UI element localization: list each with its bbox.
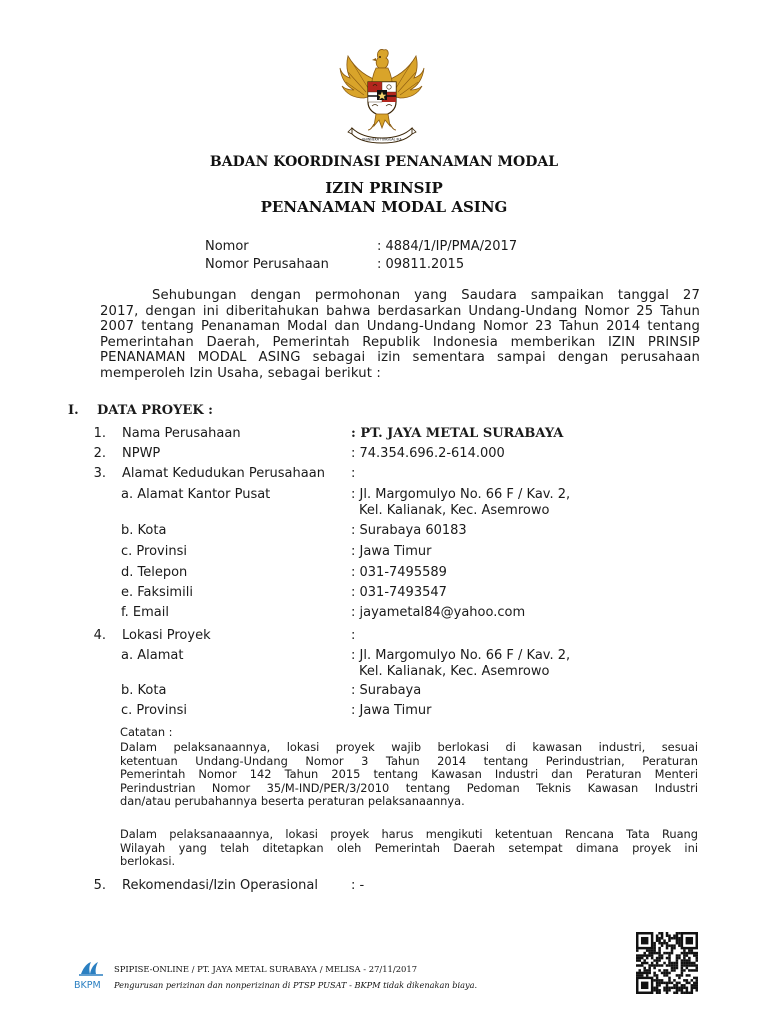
item-number: 4. xyxy=(93,628,106,643)
sub-label-email: f. Email xyxy=(121,605,169,620)
sub-value-alamat-kantor-2: Kel. Kalianak, Kec. Asemrowo xyxy=(359,503,550,518)
intro-line: PENANAMAN MODAL ASING sebagai izin sementara sampai dengan perusahaan xyxy=(100,350,700,366)
document-subtitle: PENANAMAN MODAL ASING xyxy=(260,198,508,216)
item-label-nama-perusahaan: Nama Perusahaan xyxy=(122,426,241,441)
sub-value-lokasi-kota: : Surabaya xyxy=(351,683,422,698)
intro-line: memperoleh Izin Usaha, sebagai berikut : xyxy=(100,365,381,381)
item-number: 3. xyxy=(93,466,106,481)
sub-label-provinsi: c. Provinsi xyxy=(121,544,187,559)
section-roman: I. xyxy=(68,403,79,418)
sub-label-alamat-kantor: a. Alamat Kantor Pusat xyxy=(121,487,271,502)
sub-label-lokasi-alamat: a. Alamat xyxy=(121,648,184,663)
catatan-paragraph-1 xyxy=(120,741,698,809)
item-label-npwp: NPWP xyxy=(122,446,161,461)
catatan-line: berlokasi. xyxy=(120,855,176,868)
qr-code xyxy=(636,932,698,994)
emblem-motto: BHINNEKA TUNGGAL IKA xyxy=(362,137,402,142)
sub-value-email: : jayametal84@yahoo.com xyxy=(351,605,526,620)
item-value-rekomendasi: : - xyxy=(351,878,365,893)
catatan-line: Pemerintah Nomor 142 Tahun 2015 tentang Kawasan Industri dan Peraturan Menteri xyxy=(120,768,698,781)
sub-label-faksimili: e. Faksimili xyxy=(121,585,193,600)
catatan-line: ketentuan Undang-Undang Nomor 3 Tahun 2014 tentang Perindustrian, Peraturan xyxy=(120,754,698,768)
sub-label-lokasi-provinsi: c. Provinsi xyxy=(121,703,187,718)
bkpm-logo-icon xyxy=(78,960,104,978)
item-value-lokasi-proyek: : xyxy=(351,628,356,643)
sub-value-lokasi-provinsi: : Jawa Timur xyxy=(351,703,432,718)
sub-label-telepon: d. Telepon xyxy=(121,565,188,580)
catatan-line: Dalam pelaksanaannya, lokasi proyek wajib berlokasi di kawasan industri, sesuai xyxy=(120,741,698,754)
intro-line: Sehubungan dengan permohonan yang Saudara sampaikan tanggal 27 xyxy=(152,288,700,303)
sub-value-alamat-kantor: : Jl. Margomulyo No. 66 F / Kav. 2, xyxy=(351,487,571,502)
sub-value-kota: : Surabaya 60183 xyxy=(351,523,467,538)
catatan-line: Dalam pelaksanaaannya, lokasi proyek harus mengikuti ketentuan Rencana Tata Ruang xyxy=(120,828,698,841)
intro-line: 2017, dengan ini diberitahukan bahwa berdasarkan Undang-Undang Nomor 25 Tahun xyxy=(100,303,700,319)
sub-label-kota: b. Kota xyxy=(121,523,167,538)
item-label-rekomendasi: Rekomendasi/Izin Operasional xyxy=(122,878,318,893)
item-number: 2. xyxy=(93,446,106,461)
footer-reference: SPIPISE-ONLINE / PT. JAYA METAL SURABAYA / MELISA - 27/11/2017 xyxy=(114,964,418,974)
agency-name: BADAN KOORDINASI PENANAMAN MODAL xyxy=(209,154,559,170)
catatan-line: dan/atau perubahannya beserta peraturan pelaksanaannya. xyxy=(120,795,465,808)
nomor-value: : 4884/1/IP/PMA/2017 xyxy=(377,239,518,254)
footer-note: Pengurusan perizinan dan nonperizinan di PTSP PUSAT - BKPM tidak dikenakan biaya. xyxy=(114,980,478,990)
item-value-nama-perusahaan: : PT. JAYA METAL SURABAYA xyxy=(351,426,564,441)
nomor-perusahaan-value: : 09811.2015 xyxy=(377,257,465,272)
catatan-paragraph-2 xyxy=(120,828,698,869)
item-label-lokasi-proyek: Lokasi Proyek xyxy=(122,628,211,643)
intro-paragraph xyxy=(100,288,700,382)
intro-line: Pemerintahan Daerah, Pemerintah Republik Indonesia memberikan IZIN PRINSIP xyxy=(100,334,700,350)
item-number: 5. xyxy=(93,878,106,893)
sub-value-provinsi: : Jawa Timur xyxy=(351,544,432,559)
item-value-npwp: : 74.354.696.2-614.000 xyxy=(351,446,505,461)
catatan-line: Perindustrian Nomor 35/M-IND/PER/3/2010 tentang Pedoman Teknis Kawasan Industri xyxy=(120,781,698,795)
item-number: 1. xyxy=(93,426,106,441)
sub-value-lokasi-alamat: : Jl. Margomulyo No. 66 F / Kav. 2, xyxy=(351,648,571,663)
item-value-alamat-kedudukan: : xyxy=(351,466,356,481)
sub-value-lokasi-alamat-2: Kel. Kalianak, Kec. Asemrowo xyxy=(359,664,550,679)
sub-value-telepon: : 031-7495589 xyxy=(351,565,447,580)
sub-label-lokasi-kota: b. Kota xyxy=(121,683,167,698)
nomor-label: Nomor xyxy=(205,239,249,254)
bkpm-logo-text: BKPM xyxy=(74,980,101,991)
sub-value-faksimili: : 031-7493547 xyxy=(351,585,447,600)
document-title: IZIN PRINSIP xyxy=(325,179,443,197)
section-title: DATA PROYEK : xyxy=(97,403,213,418)
nomor-perusahaan-label: Nomor Perusahaan xyxy=(205,257,329,272)
garuda-emblem xyxy=(338,48,426,144)
intro-line: 2007 tentang Penanaman Modal dan Undang-Undang Nomor 23 Tahun 2014 tentang xyxy=(100,319,700,335)
catatan-line: Wilayah yang telah ditetapkan oleh Pemerintah Daerah setempat dimana proyek ini xyxy=(120,841,698,855)
item-label-alamat-kedudukan: Alamat Kedudukan Perusahaan xyxy=(122,466,325,481)
catatan-label: Catatan : xyxy=(120,725,173,739)
